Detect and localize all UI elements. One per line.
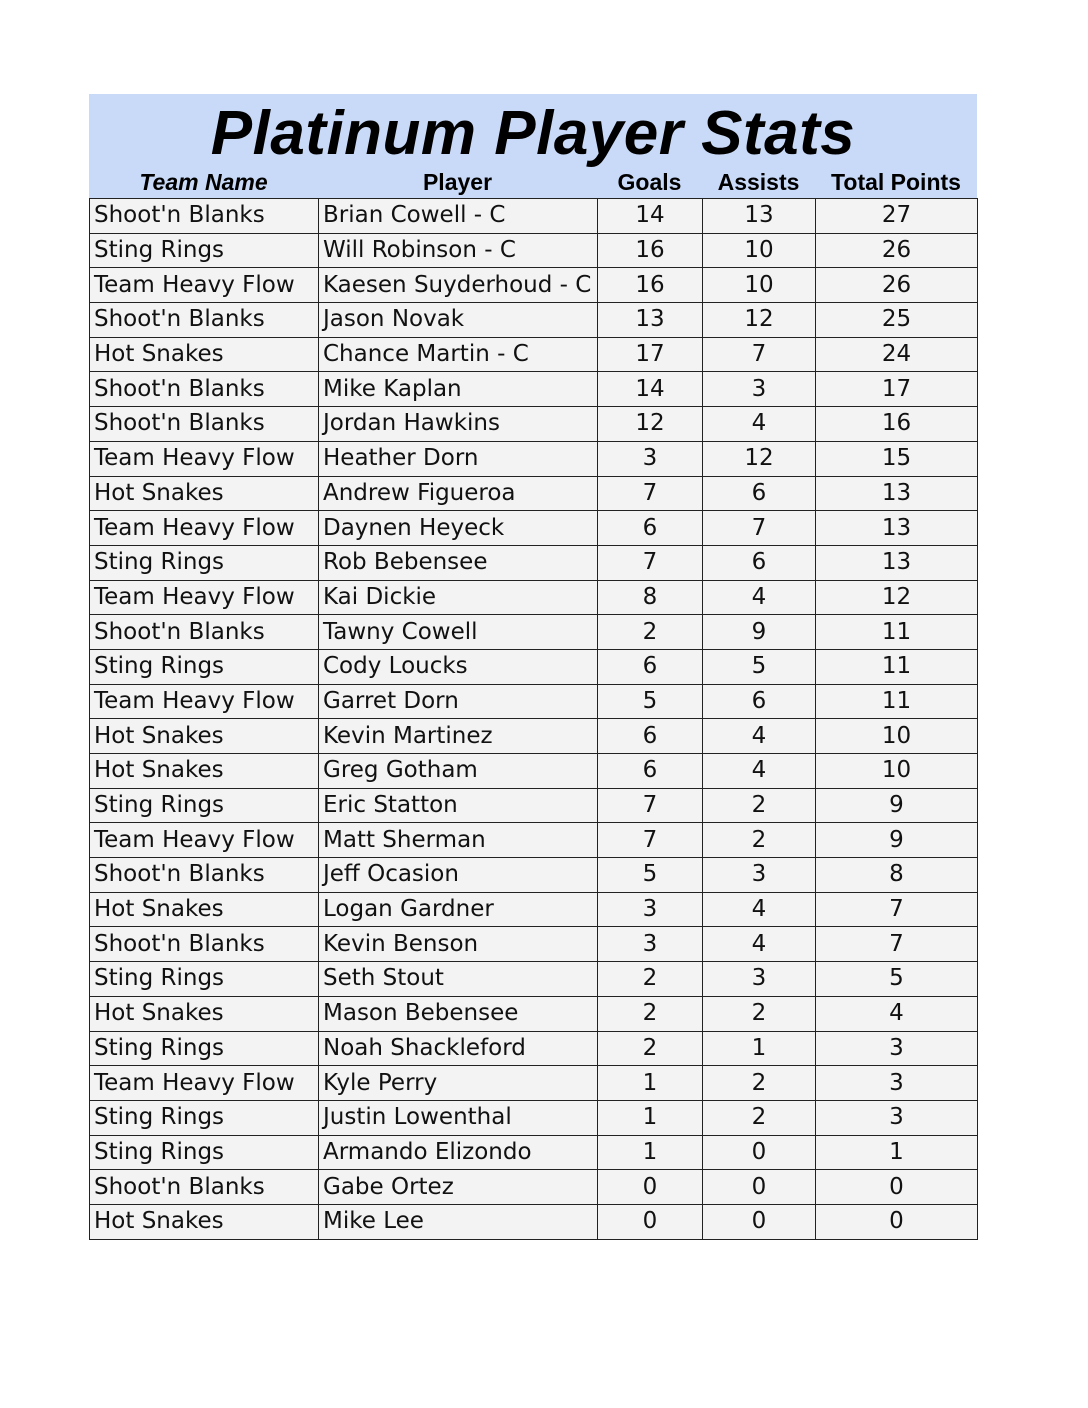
player-name-cell: Mason Bebensee xyxy=(319,996,598,1031)
table-row xyxy=(90,996,978,1031)
player-name-cell: Heather Dorn xyxy=(319,441,598,476)
total-points-cell: 3 xyxy=(816,1066,978,1101)
player-name-cell: Jordan Hawkins xyxy=(319,407,598,442)
goals-cell: 6 xyxy=(598,754,703,789)
player-name-cell: Gabe Ortez xyxy=(319,1170,598,1205)
table-row xyxy=(90,303,978,338)
team-name-cell: Shoot'n Blanks xyxy=(90,927,319,962)
table-row xyxy=(90,1031,978,1066)
goals-cell: 6 xyxy=(598,511,703,546)
table-row xyxy=(90,511,978,546)
total-points-cell: 26 xyxy=(816,268,978,303)
goals-cell: 2 xyxy=(598,615,703,650)
goals-cell: 2 xyxy=(598,1031,703,1066)
goals-cell: 7 xyxy=(598,823,703,858)
goals-cell: 5 xyxy=(598,858,703,893)
goals-cell: 1 xyxy=(598,1066,703,1101)
assists-cell: 10 xyxy=(703,268,816,303)
player-name-cell: Justin Lowenthal xyxy=(319,1100,598,1135)
player-name-cell: Mike Lee xyxy=(319,1204,598,1239)
assists-cell: 4 xyxy=(703,927,816,962)
goals-cell: 2 xyxy=(598,962,703,997)
player-name-cell: Brian Cowell - C xyxy=(319,199,598,234)
assists-cell: 4 xyxy=(703,407,816,442)
player-name-cell: Jason Novak xyxy=(319,303,598,338)
total-points-cell: 11 xyxy=(816,649,978,684)
goals-cell: 3 xyxy=(598,441,703,476)
table-row xyxy=(90,1100,978,1135)
team-name-cell: Shoot'n Blanks xyxy=(90,615,319,650)
table-row xyxy=(90,580,978,615)
player-name-cell: Kevin Benson xyxy=(319,927,598,962)
team-name-cell: Sting Rings xyxy=(90,1031,319,1066)
team-name-cell: Shoot'n Blanks xyxy=(90,303,319,338)
assists-cell: 4 xyxy=(703,892,816,927)
goals-cell: 7 xyxy=(598,545,703,580)
assists-cell: 0 xyxy=(703,1170,816,1205)
team-name-cell: Sting Rings xyxy=(90,788,319,823)
total-points-cell: 25 xyxy=(816,303,978,338)
total-points-cell: 10 xyxy=(816,719,978,754)
total-points-cell: 11 xyxy=(816,615,978,650)
assists-cell: 1 xyxy=(703,1031,816,1066)
player-name-cell: Seth Stout xyxy=(319,962,598,997)
team-name-cell: Hot Snakes xyxy=(90,337,319,372)
assists-cell: 4 xyxy=(703,754,816,789)
goals-cell: 2 xyxy=(598,996,703,1031)
goals-cell: 5 xyxy=(598,684,703,719)
table-row xyxy=(90,892,978,927)
table-row xyxy=(90,441,978,476)
total-points-cell: 24 xyxy=(816,337,978,372)
team-name-cell: Team Heavy Flow xyxy=(90,684,319,719)
team-name-cell: Hot Snakes xyxy=(90,754,319,789)
team-name-cell: Shoot'n Blanks xyxy=(90,407,319,442)
table-row xyxy=(90,649,978,684)
goals-cell: 12 xyxy=(598,407,703,442)
assists-cell: 7 xyxy=(703,337,816,372)
player-name-cell: Jeff Ocasion xyxy=(319,858,598,893)
table-row xyxy=(90,858,978,893)
player-name-cell: Daynen Heyeck xyxy=(319,511,598,546)
player-name-cell: Matt Sherman xyxy=(319,823,598,858)
total-points-cell: 0 xyxy=(816,1170,978,1205)
player-stats-table xyxy=(89,198,978,1240)
goals-cell: 8 xyxy=(598,580,703,615)
player-name-cell: Tawny Cowell xyxy=(319,615,598,650)
goals-cell: 6 xyxy=(598,719,703,754)
assists-cell: 13 xyxy=(703,199,816,234)
column-header-assists: Assists xyxy=(717,169,800,195)
goals-cell: 7 xyxy=(598,788,703,823)
total-points-cell: 3 xyxy=(816,1100,978,1135)
player-name-cell: Greg Gotham xyxy=(319,754,598,789)
assists-cell: 7 xyxy=(703,511,816,546)
assists-cell: 3 xyxy=(703,858,816,893)
goals-cell: 1 xyxy=(598,1135,703,1170)
player-name-cell: Andrew Figueroa xyxy=(319,476,598,511)
total-points-cell: 12 xyxy=(816,580,978,615)
page-title: Platinum Player Stats xyxy=(210,99,856,168)
team-name-cell: Team Heavy Flow xyxy=(90,511,319,546)
total-points-cell: 13 xyxy=(816,545,978,580)
player-name-cell: Kevin Martinez xyxy=(319,719,598,754)
team-name-cell: Hot Snakes xyxy=(90,719,319,754)
table-row xyxy=(90,962,978,997)
column-header-team: Team Name xyxy=(139,169,268,195)
goals-cell: 0 xyxy=(598,1204,703,1239)
assists-cell: 6 xyxy=(703,476,816,511)
goals-cell: 16 xyxy=(598,233,703,268)
goals-cell: 3 xyxy=(598,927,703,962)
assists-cell: 2 xyxy=(703,788,816,823)
table-row xyxy=(90,199,978,234)
assists-cell: 2 xyxy=(703,996,816,1031)
assists-cell: 10 xyxy=(703,233,816,268)
total-points-cell: 17 xyxy=(816,372,978,407)
total-points-cell: 9 xyxy=(816,823,978,858)
stats-sheet xyxy=(89,94,977,1240)
total-points-cell: 7 xyxy=(816,892,978,927)
player-stats-body xyxy=(90,199,978,1240)
table-row xyxy=(90,823,978,858)
assists-cell: 2 xyxy=(703,823,816,858)
assists-cell: 3 xyxy=(703,962,816,997)
total-points-cell: 16 xyxy=(816,407,978,442)
player-name-cell: Will Robinson - C xyxy=(319,233,598,268)
team-name-cell: Team Heavy Flow xyxy=(90,441,319,476)
assists-cell: 4 xyxy=(703,580,816,615)
assists-cell: 3 xyxy=(703,372,816,407)
table-row xyxy=(90,615,978,650)
table-row xyxy=(90,476,978,511)
table-row xyxy=(90,233,978,268)
team-name-cell: Team Heavy Flow xyxy=(90,580,319,615)
table-row xyxy=(90,927,978,962)
column-header-total-points: Total Points xyxy=(831,169,961,195)
team-name-cell: Hot Snakes xyxy=(90,996,319,1031)
total-points-cell: 4 xyxy=(816,996,978,1031)
team-name-cell: Sting Rings xyxy=(90,545,319,580)
team-name-cell: Sting Rings xyxy=(90,1135,319,1170)
total-points-cell: 0 xyxy=(816,1204,978,1239)
team-name-cell: Hot Snakes xyxy=(90,1204,319,1239)
total-points-cell: 8 xyxy=(816,858,978,893)
total-points-cell: 3 xyxy=(816,1031,978,1066)
team-name-cell: Shoot'n Blanks xyxy=(90,199,319,234)
table-row xyxy=(90,545,978,580)
team-name-cell: Team Heavy Flow xyxy=(90,268,319,303)
goals-cell: 1 xyxy=(598,1100,703,1135)
table-row xyxy=(90,372,978,407)
assists-cell: 0 xyxy=(703,1135,816,1170)
player-name-cell: Kyle Perry xyxy=(319,1066,598,1101)
player-name-cell: Mike Kaplan xyxy=(319,372,598,407)
assists-cell: 0 xyxy=(703,1204,816,1239)
goals-cell: 14 xyxy=(598,199,703,234)
team-name-cell: Sting Rings xyxy=(90,1100,319,1135)
column-header-row xyxy=(89,166,977,198)
player-name-cell: Noah Shackleford xyxy=(319,1031,598,1066)
total-points-cell: 7 xyxy=(816,927,978,962)
table-row xyxy=(90,268,978,303)
team-name-cell: Team Heavy Flow xyxy=(90,1066,319,1101)
assists-cell: 4 xyxy=(703,719,816,754)
total-points-cell: 11 xyxy=(816,684,978,719)
team-name-cell: Shoot'n Blanks xyxy=(90,858,319,893)
goals-cell: 16 xyxy=(598,268,703,303)
total-points-cell: 1 xyxy=(816,1135,978,1170)
total-points-cell: 15 xyxy=(816,441,978,476)
team-name-cell: Hot Snakes xyxy=(90,476,319,511)
table-row xyxy=(90,788,978,823)
player-name-cell: Cody Loucks xyxy=(319,649,598,684)
total-points-cell: 5 xyxy=(816,962,978,997)
goals-cell: 7 xyxy=(598,476,703,511)
player-name-cell: Armando Elizondo xyxy=(319,1135,598,1170)
team-name-cell: Sting Rings xyxy=(90,233,319,268)
title-band xyxy=(89,94,977,198)
team-name-cell: Sting Rings xyxy=(90,962,319,997)
table-row xyxy=(90,1204,978,1239)
table-row xyxy=(90,1135,978,1170)
table-row xyxy=(90,1170,978,1205)
total-points-cell: 13 xyxy=(816,476,978,511)
team-name-cell: Team Heavy Flow xyxy=(90,823,319,858)
goals-cell: 0 xyxy=(598,1170,703,1205)
assists-cell: 6 xyxy=(703,684,816,719)
table-row xyxy=(90,754,978,789)
total-points-cell: 13 xyxy=(816,511,978,546)
goals-cell: 13 xyxy=(598,303,703,338)
assists-cell: 5 xyxy=(703,649,816,684)
assists-cell: 12 xyxy=(703,441,816,476)
goals-cell: 3 xyxy=(598,892,703,927)
player-name-cell: Garret Dorn xyxy=(319,684,598,719)
player-name-cell: Logan Gardner xyxy=(319,892,598,927)
assists-cell: 12 xyxy=(703,303,816,338)
player-name-cell: Kaesen Suyderhoud - C xyxy=(319,268,598,303)
team-name-cell: Hot Snakes xyxy=(90,892,319,927)
table-row xyxy=(90,407,978,442)
player-name-cell: Chance Martin - C xyxy=(319,337,598,372)
column-header-player: Player xyxy=(422,169,493,195)
total-points-cell: 9 xyxy=(816,788,978,823)
assists-cell: 9 xyxy=(703,615,816,650)
player-name-cell: Eric Statton xyxy=(319,788,598,823)
assists-cell: 2 xyxy=(703,1066,816,1101)
team-name-cell: Shoot'n Blanks xyxy=(90,372,319,407)
table-row xyxy=(90,719,978,754)
total-points-cell: 10 xyxy=(816,754,978,789)
goals-cell: 6 xyxy=(598,649,703,684)
table-row xyxy=(90,337,978,372)
table-row xyxy=(90,1066,978,1101)
table-row xyxy=(90,684,978,719)
assists-cell: 6 xyxy=(703,545,816,580)
goals-cell: 17 xyxy=(598,337,703,372)
total-points-cell: 27 xyxy=(816,199,978,234)
total-points-cell: 26 xyxy=(816,233,978,268)
team-name-cell: Shoot'n Blanks xyxy=(90,1170,319,1205)
player-name-cell: Rob Bebensee xyxy=(319,545,598,580)
player-name-cell: Kai Dickie xyxy=(319,580,598,615)
goals-cell: 14 xyxy=(598,372,703,407)
assists-cell: 2 xyxy=(703,1100,816,1135)
column-header-goals: Goals xyxy=(617,169,682,195)
team-name-cell: Sting Rings xyxy=(90,649,319,684)
